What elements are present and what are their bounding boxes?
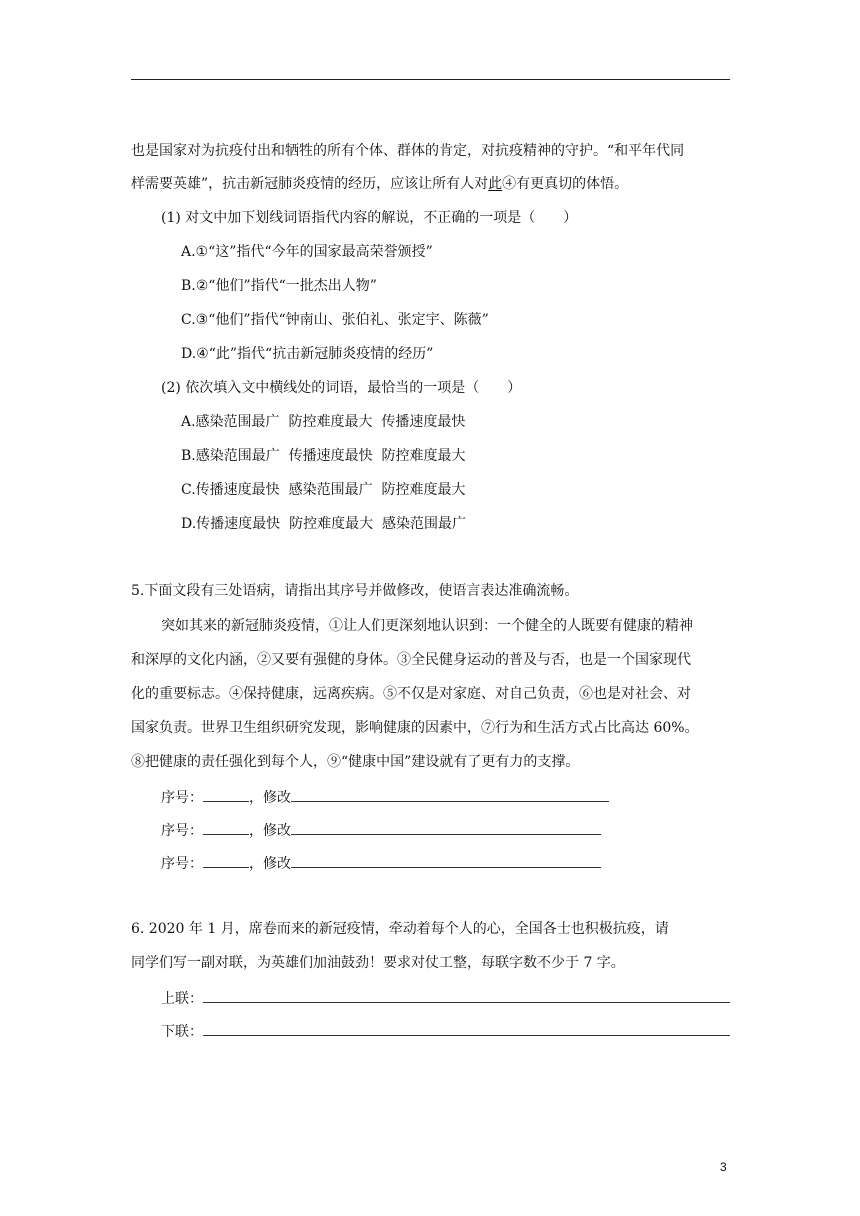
q5-answer-row-1 bbox=[161, 787, 609, 807]
q5-text-line-5: ⑧把健康的责任强化到每个人，⑨“健康中国”建设就有了更有力的支撑。 bbox=[131, 754, 580, 770]
q5-answer-row-2 bbox=[161, 820, 601, 840]
q1-option-c: C.③“他们”指代“钟南山、张伯礼、张定宇、陈薇” bbox=[181, 312, 489, 328]
q5-text-line-3: 化的重要标志。④保持健康，远离疾病。⑤不仅是对家庭、对自己负责，⑥也是对社会、对 bbox=[131, 686, 691, 702]
answer-number-label: 序号： bbox=[161, 790, 203, 806]
q1-stem: (1) 对文中加下划线词语指代内容的解说，不正确的一项是（ ） bbox=[161, 210, 578, 226]
q2-option-a: A.感染范围最广 防控难度最大 传播速度最快 bbox=[181, 414, 466, 430]
passage-line-2 bbox=[131, 175, 628, 193]
q6-upper-couplet-row bbox=[161, 988, 730, 1008]
lower-couplet-label: 下联： bbox=[161, 1024, 203, 1040]
lower-couplet-blank[interactable] bbox=[203, 1021, 730, 1036]
q5-text-line-4: 国家负责。世界卫生组织研究发现，影响健康的因素中，⑦行为和生活方式占比高达 60%。 bbox=[131, 720, 699, 736]
answer-number-blank[interactable] bbox=[203, 853, 249, 868]
q1-option-d: D.④“此”指代“抗击新冠肺炎疫情的经历” bbox=[181, 346, 434, 362]
q2-option-c: C.传播速度最快 感染范围最广 防控难度最大 bbox=[181, 482, 466, 498]
answer-revise-blank[interactable] bbox=[291, 853, 601, 868]
q2-stem: (2) 依次填入文中横线处的词语，最恰当的一项是（ ） bbox=[161, 380, 522, 396]
answer-number-label: 序号： bbox=[161, 823, 203, 839]
answer-revise-label: ，修改 bbox=[249, 856, 291, 872]
q5-answer-row-3 bbox=[161, 853, 601, 873]
answer-revise-label: ，修改 bbox=[249, 790, 291, 806]
q5-title: 5.下面文段有三处语病，请指出其序号并做修改，使语言表达准确流畅。 bbox=[131, 583, 579, 599]
underlined-word: 此 bbox=[488, 176, 503, 192]
answer-number-label: 序号： bbox=[161, 856, 203, 872]
passage-line-1: 也是国家对为抗疫付出和牺牲的所有个体、群体的肯定，对抗疫精神的守护。“和平年代同 bbox=[131, 143, 685, 159]
q2-option-d: D.传播速度最快 防控难度最大 感染范围最广 bbox=[181, 516, 466, 532]
q5-text-line-2: 和深厚的文化内涵，②又要有强健的身体。③全民健身运动的普及与否，也是一个国家现代 bbox=[131, 652, 691, 668]
q5-text-line-1: 突如其来的新冠肺炎疫情，①让人们更深刻地认识到：一个健全的人既要有健康的精神 bbox=[161, 618, 693, 634]
passage-line-2-end: ④有更真切的体悟。 bbox=[502, 176, 629, 192]
q2-option-b: B.感染范围最广 传播速度最快 防控难度最大 bbox=[181, 448, 466, 464]
header-rule bbox=[131, 79, 730, 80]
answer-revise-blank[interactable] bbox=[291, 820, 601, 835]
passage-line-2-text: 样需要英雄”，抗击新冠肺炎疫情的经历，应该让所有人对 bbox=[131, 176, 489, 192]
answer-number-blank[interactable] bbox=[203, 820, 249, 835]
answer-revise-blank[interactable] bbox=[291, 787, 609, 802]
upper-couplet-blank[interactable] bbox=[203, 988, 730, 1003]
q1-option-a: A.①“这”指代“今年的国家最高荣誉颁授” bbox=[181, 244, 433, 260]
q6-line-1: 6. 2020 年 1 月，席卷而来的新冠疫情，牵动着每个人的心，全国各士也积极抗疫，请 bbox=[131, 921, 669, 937]
q6-line-2: 同学们写一副对联，为英雄们加油鼓劲！要求对仗工整，每联字数不少于 7 字。 bbox=[131, 955, 625, 971]
upper-couplet-label: 上联： bbox=[161, 991, 203, 1007]
page-number: 3 bbox=[720, 1160, 727, 1174]
q6-lower-couplet-row bbox=[161, 1021, 730, 1041]
answer-revise-label: ，修改 bbox=[249, 823, 291, 839]
answer-number-blank[interactable] bbox=[203, 787, 249, 802]
q1-option-b: B.②“他们”指代“一批杰出人物” bbox=[181, 278, 377, 294]
